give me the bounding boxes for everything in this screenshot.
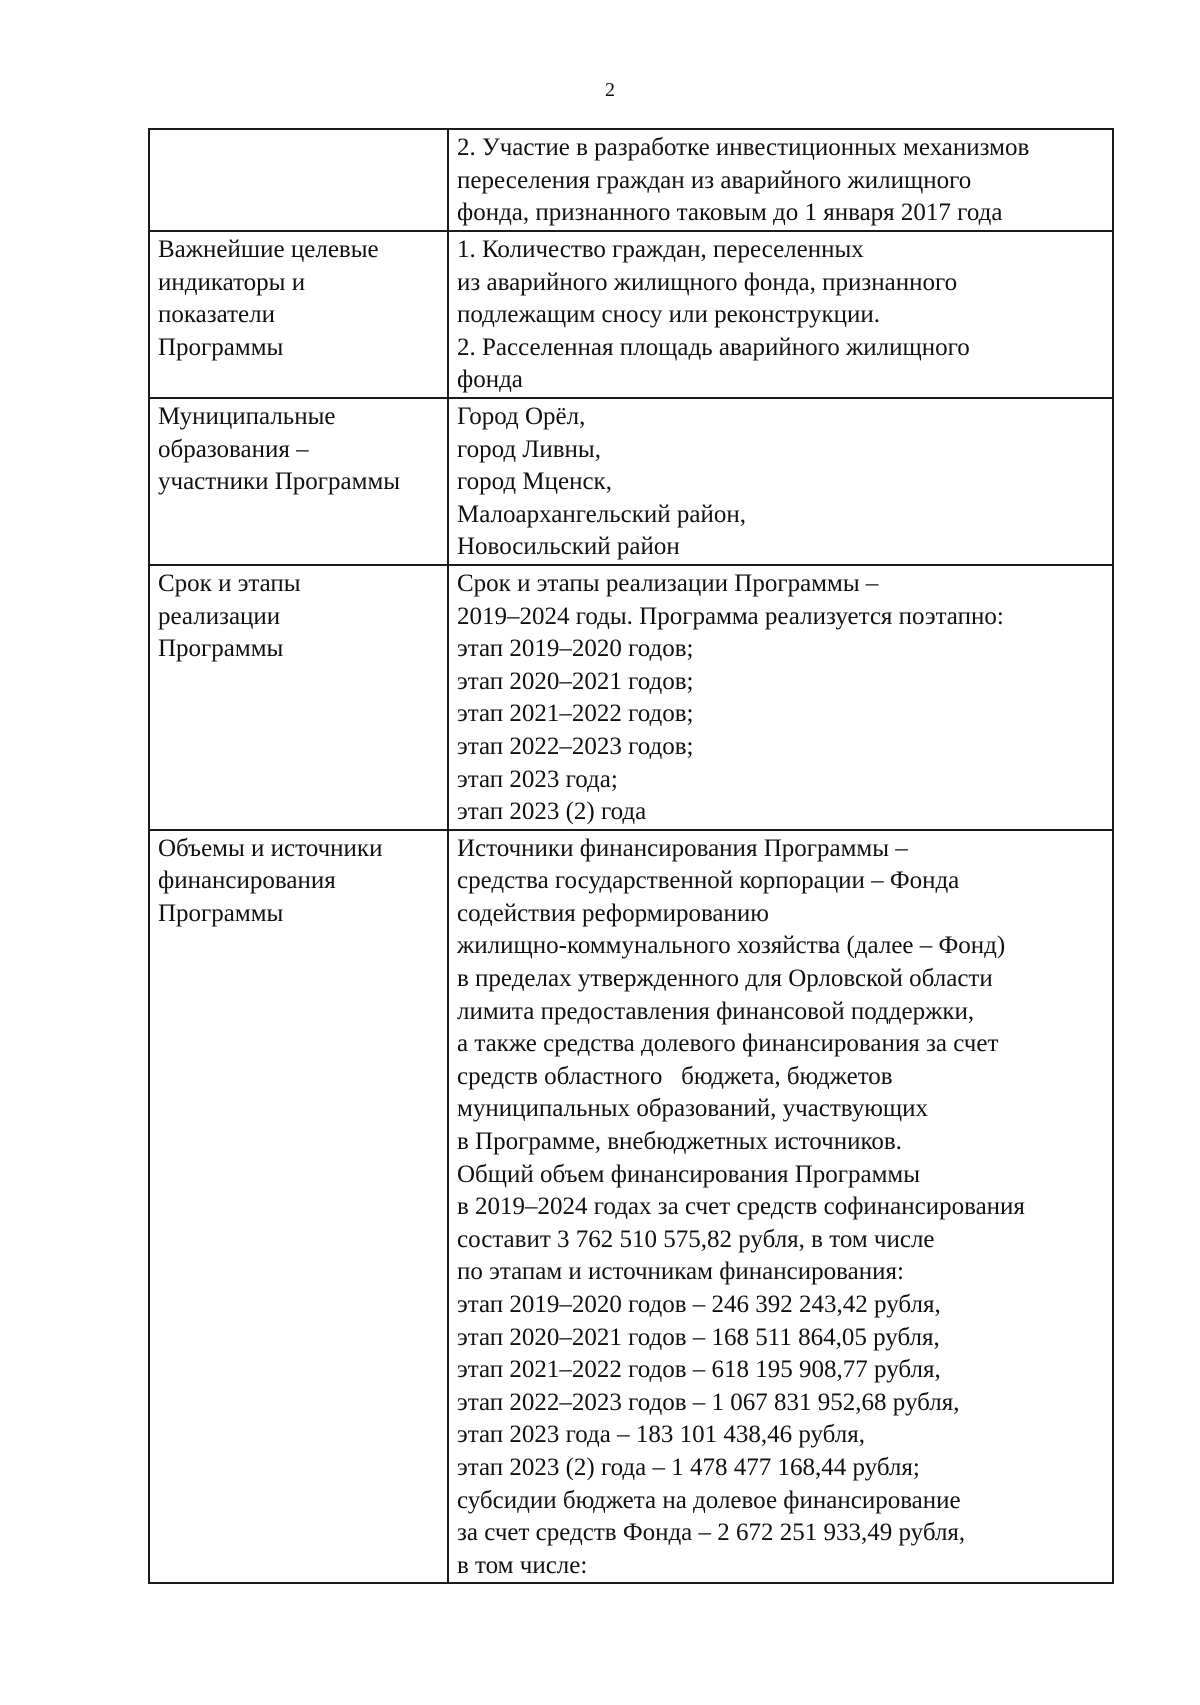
label-cell <box>149 830 448 1584</box>
content-line: этап 2023 (2) года <box>457 798 647 826</box>
row-funding <box>149 830 1113 1584</box>
row-timeline <box>149 565 1113 830</box>
program-passport-table <box>148 128 1114 1584</box>
content-line: лимита предоставления финансовой поддержки, <box>457 997 975 1025</box>
content-line: в том числе: <box>457 1551 588 1579</box>
label-line: Срок и этапы <box>158 569 301 597</box>
content-line: этап 2023 (2) года – 1 478 477 168,44 рубля; <box>457 1453 920 1481</box>
label-line: участники Программы <box>158 468 401 496</box>
label-line: образования – <box>158 435 309 463</box>
label-line: Программы <box>158 899 284 927</box>
label-cell <box>149 398 448 565</box>
content-line: 1. Количество граждан, переселенных <box>457 236 864 263</box>
content-line: в 2019–2024 годах за счет средств софинансирования <box>457 1193 1025 1221</box>
content-line: Общий объем финансирования Программы <box>457 1160 921 1188</box>
content-cell <box>448 565 1113 830</box>
content-line: по этапам и источникам финансирования: <box>457 1258 904 1286</box>
content-line: этап 2021–2022 годов – 618 195 908,77 рубля, <box>457 1356 941 1384</box>
label-line: финансирования <box>158 867 336 895</box>
content-line: подлежащим сносу или реконструкции. <box>457 301 880 329</box>
content-line: Город Орёл, <box>457 402 586 430</box>
content-line: Источники финансирования Программы – <box>457 834 908 862</box>
content-line: этап 2020–2021 годов – 168 511 864,05 рубля, <box>457 1323 940 1351</box>
content-line: муниципальных образований, участвующих <box>457 1095 929 1123</box>
content-line: за счет средств Фонда – 2 672 251 933,49 рубля, <box>457 1519 966 1547</box>
label-line: Программы <box>158 333 284 361</box>
content-line: этап 2021–2022 годов; <box>457 700 694 728</box>
content-line: фонда <box>457 366 523 394</box>
content-line: этап 2019–2020 годов; <box>457 635 694 663</box>
label-line: Муниципальные <box>158 402 336 430</box>
content-line: город Мценск, <box>457 468 612 496</box>
content-line: содействия реформированию <box>457 899 769 927</box>
label-cell <box>149 565 448 830</box>
content-line: этап 2023 года; <box>457 765 618 793</box>
row-municipalities <box>149 398 1113 565</box>
content-line: 2. Участие в разработке инвестиционных механизмов <box>457 134 1030 161</box>
content-line: этап 2019–2020 годов – 246 392 243,42 рубля, <box>457 1291 941 1318</box>
content-cell <box>448 830 1113 1584</box>
label-cell <box>149 129 448 231</box>
content-line: 2. Расселенная площадь аварийного жилищного <box>457 333 970 361</box>
row-objectives <box>149 129 1113 231</box>
content-line: 2019–2024 годы. Программа реализуется поэтапно: <box>457 602 1004 630</box>
content-cell <box>448 129 1113 231</box>
content-line: фонда, признанного таковым до 1 января 2017 года <box>457 199 1003 227</box>
label-line: Объемы и источники <box>158 834 383 862</box>
content-line: этап 2022–2023 годов; <box>457 732 694 760</box>
content-line: составит 3 762 510 575,82 рубля, в том числе <box>457 1225 935 1253</box>
content-line: этап 2020–2021 годов; <box>457 667 694 695</box>
content-line: средства государственной корпорации – Фонда <box>457 867 960 895</box>
label-line: Программы <box>158 635 284 663</box>
content-line: переселения граждан из аварийного жилищного <box>457 166 972 194</box>
label-line: индикаторы и <box>158 268 306 296</box>
content-line: субсидии бюджета на долевое финансирование <box>457 1486 961 1514</box>
content-line: в Программе, внебюджетных источников. <box>457 1128 902 1156</box>
content-line: жилищно-коммунального хозяйства (далее – Фонд) <box>457 932 1006 960</box>
label-cell <box>149 231 448 398</box>
content-line: в пределах утвержденного для Орловской области <box>457 965 993 993</box>
content-line: этап 2023 года – 183 101 438,46 рубля, <box>457 1421 865 1449</box>
content-line: а также средства долевого финансирования за счет <box>457 1030 999 1058</box>
row-indicators <box>149 231 1113 398</box>
content-line: Срок и этапы реализации Программы – <box>457 569 879 597</box>
content-line: этап 2022–2023 годов – 1 067 831 952,68 рубля, <box>457 1388 960 1416</box>
label-line: показатели <box>158 301 275 329</box>
label-line: реализации <box>158 602 281 630</box>
page-number: 2 <box>605 79 615 101</box>
content-line: Новосильский район <box>457 533 680 561</box>
content-line: город Ливны, <box>457 435 601 463</box>
content-line: средств областного бюджета, бюджетов <box>457 1062 893 1090</box>
content-cell <box>448 398 1113 565</box>
content-line: из аварийного жилищного фонда, признанного <box>457 268 958 296</box>
content-cell <box>448 231 1113 398</box>
label-line: Важнейшие целевые <box>158 236 379 263</box>
content-line: Малоархангельский район, <box>457 500 747 528</box>
